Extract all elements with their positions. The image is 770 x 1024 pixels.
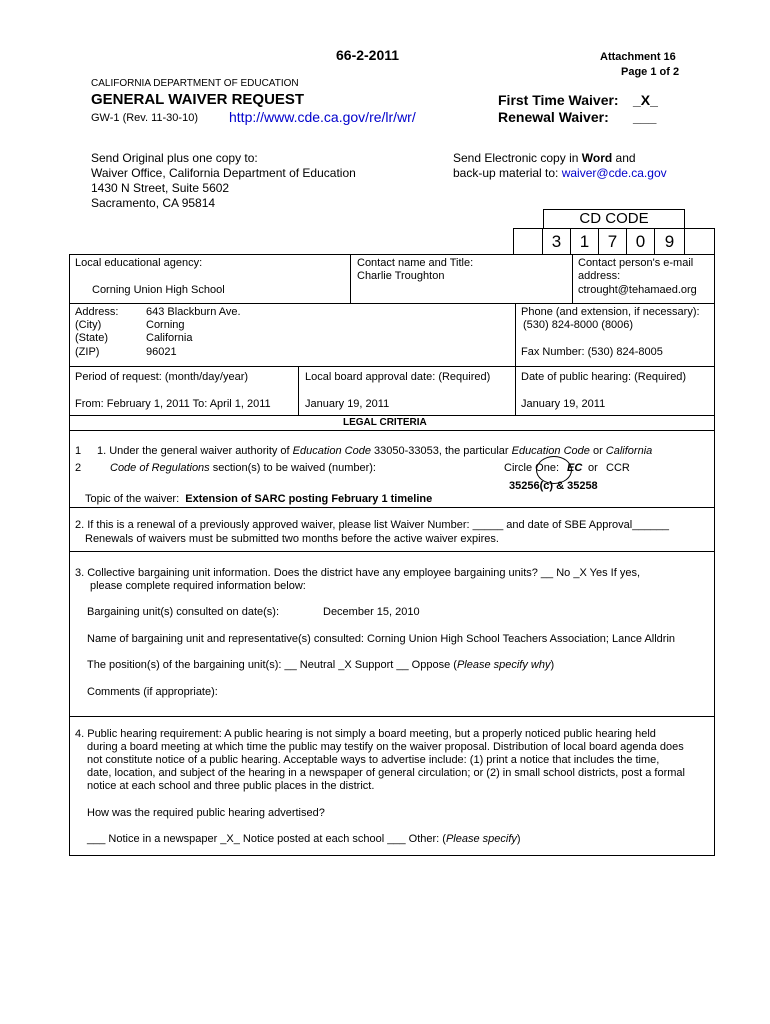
state-label: (State) [75,332,109,344]
cd-code-blank-cell [685,229,715,255]
email-value: ctrought@tehamaed.org [578,284,697,296]
page-number: Page 1 of 2 [621,66,680,78]
bargaining-unit-label: Bargaining unit(s) consulted on date(s): [87,606,279,618]
legal-criteria-heading: LEGAL CRITERIA [343,417,427,428]
email-label: Contact person's e-mail [578,257,694,269]
row-divider [69,366,715,367]
attachment-label: Attachment 16 [600,51,676,63]
cd-code-header [543,209,685,229]
waived-sections: 35256(c) & 35258 [509,480,598,492]
row-divider [69,415,715,416]
circle-or: or [588,462,598,474]
circle-ccr-option: CCR [606,462,630,474]
address-label: Address: [75,306,119,318]
bargaining-unit-date: December 15, 2010 [323,606,420,618]
bargaining-unit-position: The position(s) of the bargaining unit(s): __ Neutral _X Support __ Oppose (Please specify why) [87,659,555,671]
topic-of-waiver: Topic of the waiver: Extension of SARC posting February 1 timeline [85,493,433,505]
city-label: (City) [75,319,102,331]
period-value: From: February 1, 2011 To: April 1, 2011 [75,398,271,410]
board-approval-label: Local board approval date: (Required) [305,371,491,383]
backup-material-note: back-up material to: waiver@cde.ca.gov [453,166,667,180]
date-code: 66-2-2011 [336,47,400,63]
renewal-waiver-value: ___ [633,109,657,125]
question-4-line-3: not constitute notice of a public hearing. Acceptable ways to advertise include: (1) print a notice that includes the time, [87,754,660,766]
question-2-line-2: Renewals of waivers must be submitted two months before the active waiver expires. [85,533,499,545]
row-divider [69,303,715,304]
phone-value: (530) 824-8000 (8006) [523,319,634,331]
fax-number: Fax Number: (530) 824-8005 [521,346,663,358]
city-value: Corning [146,319,185,331]
zip-label: (ZIP) [75,346,100,358]
question-1-line-2: Code of Regulations section(s) to be waived (number): [110,462,376,474]
col-divider [515,303,516,366]
row-divider [69,716,715,717]
form-revision: GW-1 (Rev. 11-30-10) [91,112,198,124]
circle-ec-option: EC [567,462,583,474]
cd-code-label: CD CODE [579,210,649,227]
contact-label: Contact name and Title: [357,257,474,269]
form-title: GENERAL WAIVER REQUEST [91,91,305,108]
department-name: CALIFORNIA DEPARTMENT OF EDUCATION [91,78,299,89]
row-divider [69,430,715,431]
zip-value: 96021 [146,346,177,358]
waiver-url-link[interactable]: http://www.cde.ca.gov/re/lr/wr/ [229,109,416,125]
item-number: 1 [75,445,82,457]
street-value: 643 Blackburn Ave. [146,306,241,318]
board-approval-value: January 19, 2011 [305,398,390,410]
question-2-line-1: 2. If this is a renewal of a previously approved waiver, please list Waiver Number: _____ and date of SBE Approval______ [75,519,669,531]
hearing-advertised-question: How was the required public hearing advertised? [87,807,325,819]
cd-code-digit: 3 [543,229,571,255]
question-4-line-4: date, location, and subject of the hearing in a newspaper of general circulation; or (2) in small school districts, post a formal [87,767,685,779]
cd-code-digit: 0 [627,229,655,255]
cd-code-digit: 7 [599,229,627,255]
col-divider [515,366,516,415]
hearing-advertised-options: ___ Notice in a newspaper _X_ Notice posted at each school ___ Other: (Please specify) [87,833,521,845]
first-time-waiver-value: _X_ [633,92,658,108]
mailing-line-2: Waiver Office, California Department of Education [91,166,356,180]
mailing-line-4: Sacramento, CA 95814 [91,196,216,210]
question-4-line-5: notice at each school and three public places in the district. [87,780,375,792]
waiver-email-link[interactable]: waiver@cde.ca.gov [561,166,667,180]
agency-label: Local educational agency: [75,257,203,269]
comments-label: Comments (if appropriate): [87,686,218,698]
question-1-line-1: 1. Under the general waiver authority of Education Code 33050-33053, the particular Education Code or California [97,445,653,457]
cd-code-digit: 1 [571,229,599,255]
question-4-line-2: during a board meeting at which time the public may testify on the waiver proposal. Distribution of local board agenda does [87,741,684,753]
row-divider [69,551,715,552]
circle-one-label: Circle One: [504,462,560,474]
row-divider [69,507,715,508]
period-label: Period of request: (month/day/year) [75,371,249,383]
col-divider [298,366,299,415]
bargaining-unit-name: Name of bargaining unit and representative(s) consulted: Corning Union High School Teachers Association; Lance Alldrin [87,633,676,645]
email-label-2: address: [578,270,621,282]
agency-value: Corning Union High School [92,284,225,296]
item-number: 2 [75,462,82,474]
cd-code-blank-cell [513,229,543,255]
question-3-line-2: please complete required information below: [90,580,306,592]
hearing-date-label: Date of public hearing: (Required) [521,371,687,383]
col-divider [572,254,573,303]
mailing-line-1: Send Original plus one copy to: [91,151,258,165]
cd-code-digit: 9 [655,229,685,255]
mailing-line-3: 1430 N Street, Suite 5602 [91,181,230,195]
first-time-waiver-label: First Time Waiver: [498,92,619,108]
question-3-line-1: 3. Collective bargaining unit information. Does the district have any employee bargaining units? __ No _X Yes If yes, [75,567,640,579]
renewal-waiver-label: Renewal Waiver: [498,109,609,125]
hearing-date-value: January 19, 2011 [521,398,606,410]
phone-label: Phone (and extension, if necessary): [521,306,700,318]
col-divider [350,254,351,303]
state-value: California [146,332,193,344]
contact-value: Charlie Troughton [357,270,445,282]
question-4-line-1: 4. Public hearing requirement: A public hearing is not simply a board meeting, but a properly noticed public hearing held [75,728,656,740]
electronic-copy-note: Send Electronic copy in Word and [453,151,636,165]
